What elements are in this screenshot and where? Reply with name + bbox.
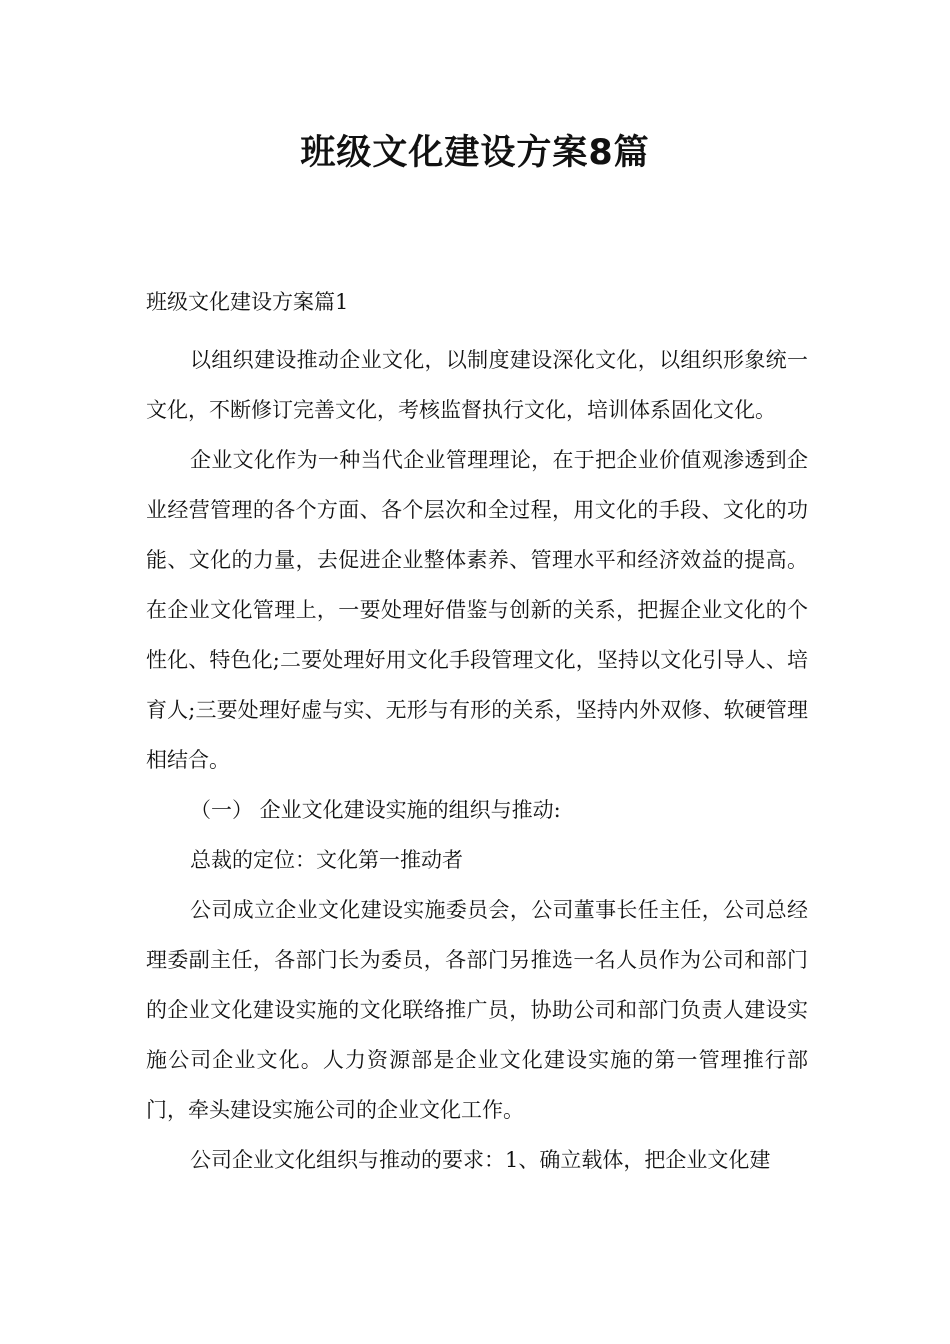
- paragraph-3: （一） 企业文化建设实施的组织与推动:: [190, 798, 561, 822]
- paragraph-4: 总裁的定位：文化第一推动者: [190, 848, 463, 872]
- document-body: [146, 335, 808, 1185]
- paragraph-5: 公司成立企业文化建设实施委员会，公司董事长任主任，公司总经理委副主任，各部门长为委员，各部门另推选一名人员作为公司和部门的企业文化建设实施的文化联络推广员，协助公司和部门负责人建设实施公司企业文化。人力资源部是企业文化建设实施的第一管理推行部门，牵头建设实施公司的企业文化工作。: [146, 898, 808, 1122]
- section-heading: 班级文化建设方案篇1: [146, 290, 349, 314]
- document-title: 班级文化建设方案8篇: [300, 133, 650, 173]
- paragraph-2: 企业文化作为一种当代企业管理理论，在于把企业价值观渗透到企业经营管理的各个方面、各个层次和全过程，用文化的手段、文化的功能、文化的力量，去促进企业整体素养、管理水平和经济效益的提高。在企业文化管理上，一要处理好借鉴与创新的关系，把握企业文化的个性化、特色化;二要处理好用文化手段管理文化，坚持以文化引导人、培育人;三要处理好虚与实、无形与有形的关系，坚持内外双修、软硬管理相结合。: [146, 448, 808, 772]
- paragraph-1: 以组织建设推动企业文化，以制度建设深化文化，以组织形象统一文化，不断修订完善文化，考核监督执行文化，培训体系固化文化。: [146, 348, 808, 422]
- paragraph-6: 公司企业文化组织与推动的要求：1、确立载体，把企业文化建: [190, 1148, 771, 1172]
